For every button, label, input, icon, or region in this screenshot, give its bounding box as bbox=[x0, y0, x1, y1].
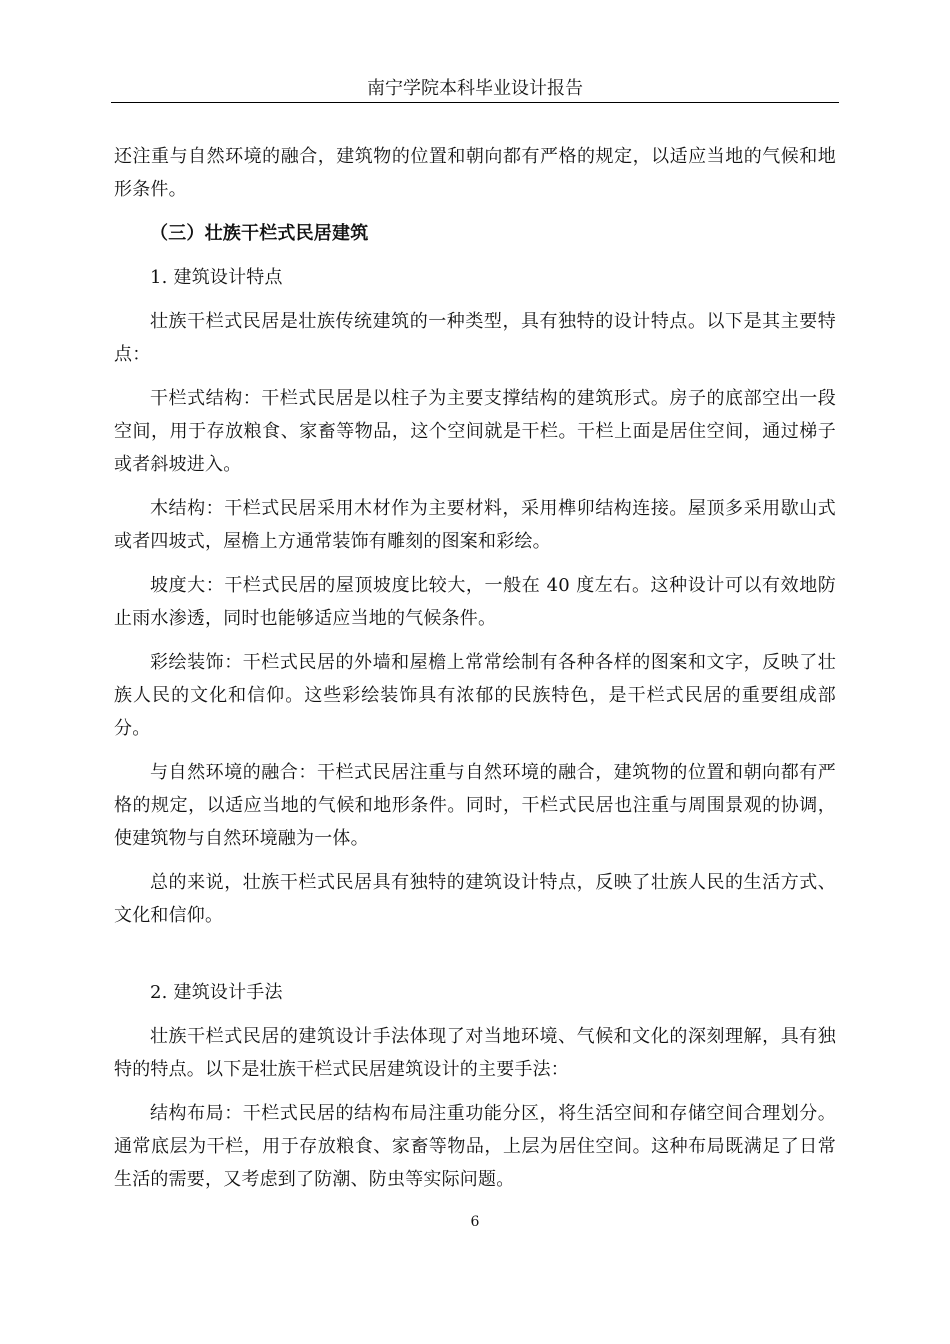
paragraph-intro: 壮族干栏式民居是壮族传统建筑的一种类型，具有独特的设计特点。以下是其主要特点： bbox=[114, 311, 836, 365]
paragraph-stilt-structure: 干栏式结构：干栏式民居是以柱子为主要支撑结构的建筑形式。房子的底部空出一段空间，用于存放粮食、家畜等物品，这个空间就是干栏。干栏上面是居住空间，通过梯子或者斜坡进入。 bbox=[114, 388, 836, 475]
page-number: 6 bbox=[470, 1214, 480, 1230]
paragraph-roof-slope: 坡度大：干栏式民居的屋顶坡度比较大，一般在 40 度左右。这种设计可以有效地防止雨水渗透，同时也能够适应当地的气候条件。 bbox=[114, 575, 836, 629]
paragraph-structural-layout: 结构布局：干栏式民居的结构布局注重功能分区，将生活空间和存储空间合理划分。通常底层为干栏，用于存放粮食、家畜等物品，上层为居住空间。这种布局既满足了日常生活的需要，又考虑到了防潮、防虫等实际问题。 bbox=[114, 1103, 836, 1190]
paragraph-continuation: 还注重与自然环境的融合，建筑物的位置和朝向都有严格的规定，以适应当地的气候和地形条件。 bbox=[114, 146, 836, 200]
header-divider bbox=[111, 102, 839, 103]
paragraph-nature-integration: 与自然环境的融合：干栏式民居注重与自然环境的融合，建筑物的位置和朝向都有严格的规定，以适应当地的气候和地形条件。同时，干栏式民居也注重与周围景观的协调，使建筑物与自然环境融为一体。 bbox=[114, 762, 836, 849]
subsection-heading-design-features: 1. 建筑设计特点 bbox=[150, 267, 283, 288]
document-body bbox=[114, 140, 836, 1207]
section-heading: （三）壮族干栏式民居建筑 bbox=[150, 223, 369, 244]
paragraph-methods-intro: 壮族干栏式民居的建筑设计手法体现了对当地环境、气候和文化的深刻理解，具有独特的特点。以下是壮族干栏式民居建筑设计的主要手法： bbox=[114, 1026, 836, 1080]
page-header-title: 南宁学院本科毕业设计报告 bbox=[367, 78, 583, 99]
blank-line bbox=[114, 943, 836, 976]
paragraph-summary: 总的来说，壮族干栏式民居具有独特的建筑设计特点，反映了壮族人民的生活方式、文化和信仰。 bbox=[114, 872, 836, 926]
paragraph-painted-decoration: 彩绘装饰：干栏式民居的外墙和屋檐上常常绘制有各种各样的图案和文字，反映了壮族人民的文化和信仰。这些彩绘装饰具有浓郁的民族特色，是干栏式民居的重要组成部分。 bbox=[114, 652, 836, 739]
paragraph-wood-structure: 木结构：干栏式民居采用木材作为主要材料，采用榫卯结构连接。屋顶多采用歇山式或者四坡式，屋檐上方通常装饰有雕刻的图案和彩绘。 bbox=[114, 498, 836, 552]
subsection-heading-design-methods: 2. 建筑设计手法 bbox=[150, 982, 283, 1003]
